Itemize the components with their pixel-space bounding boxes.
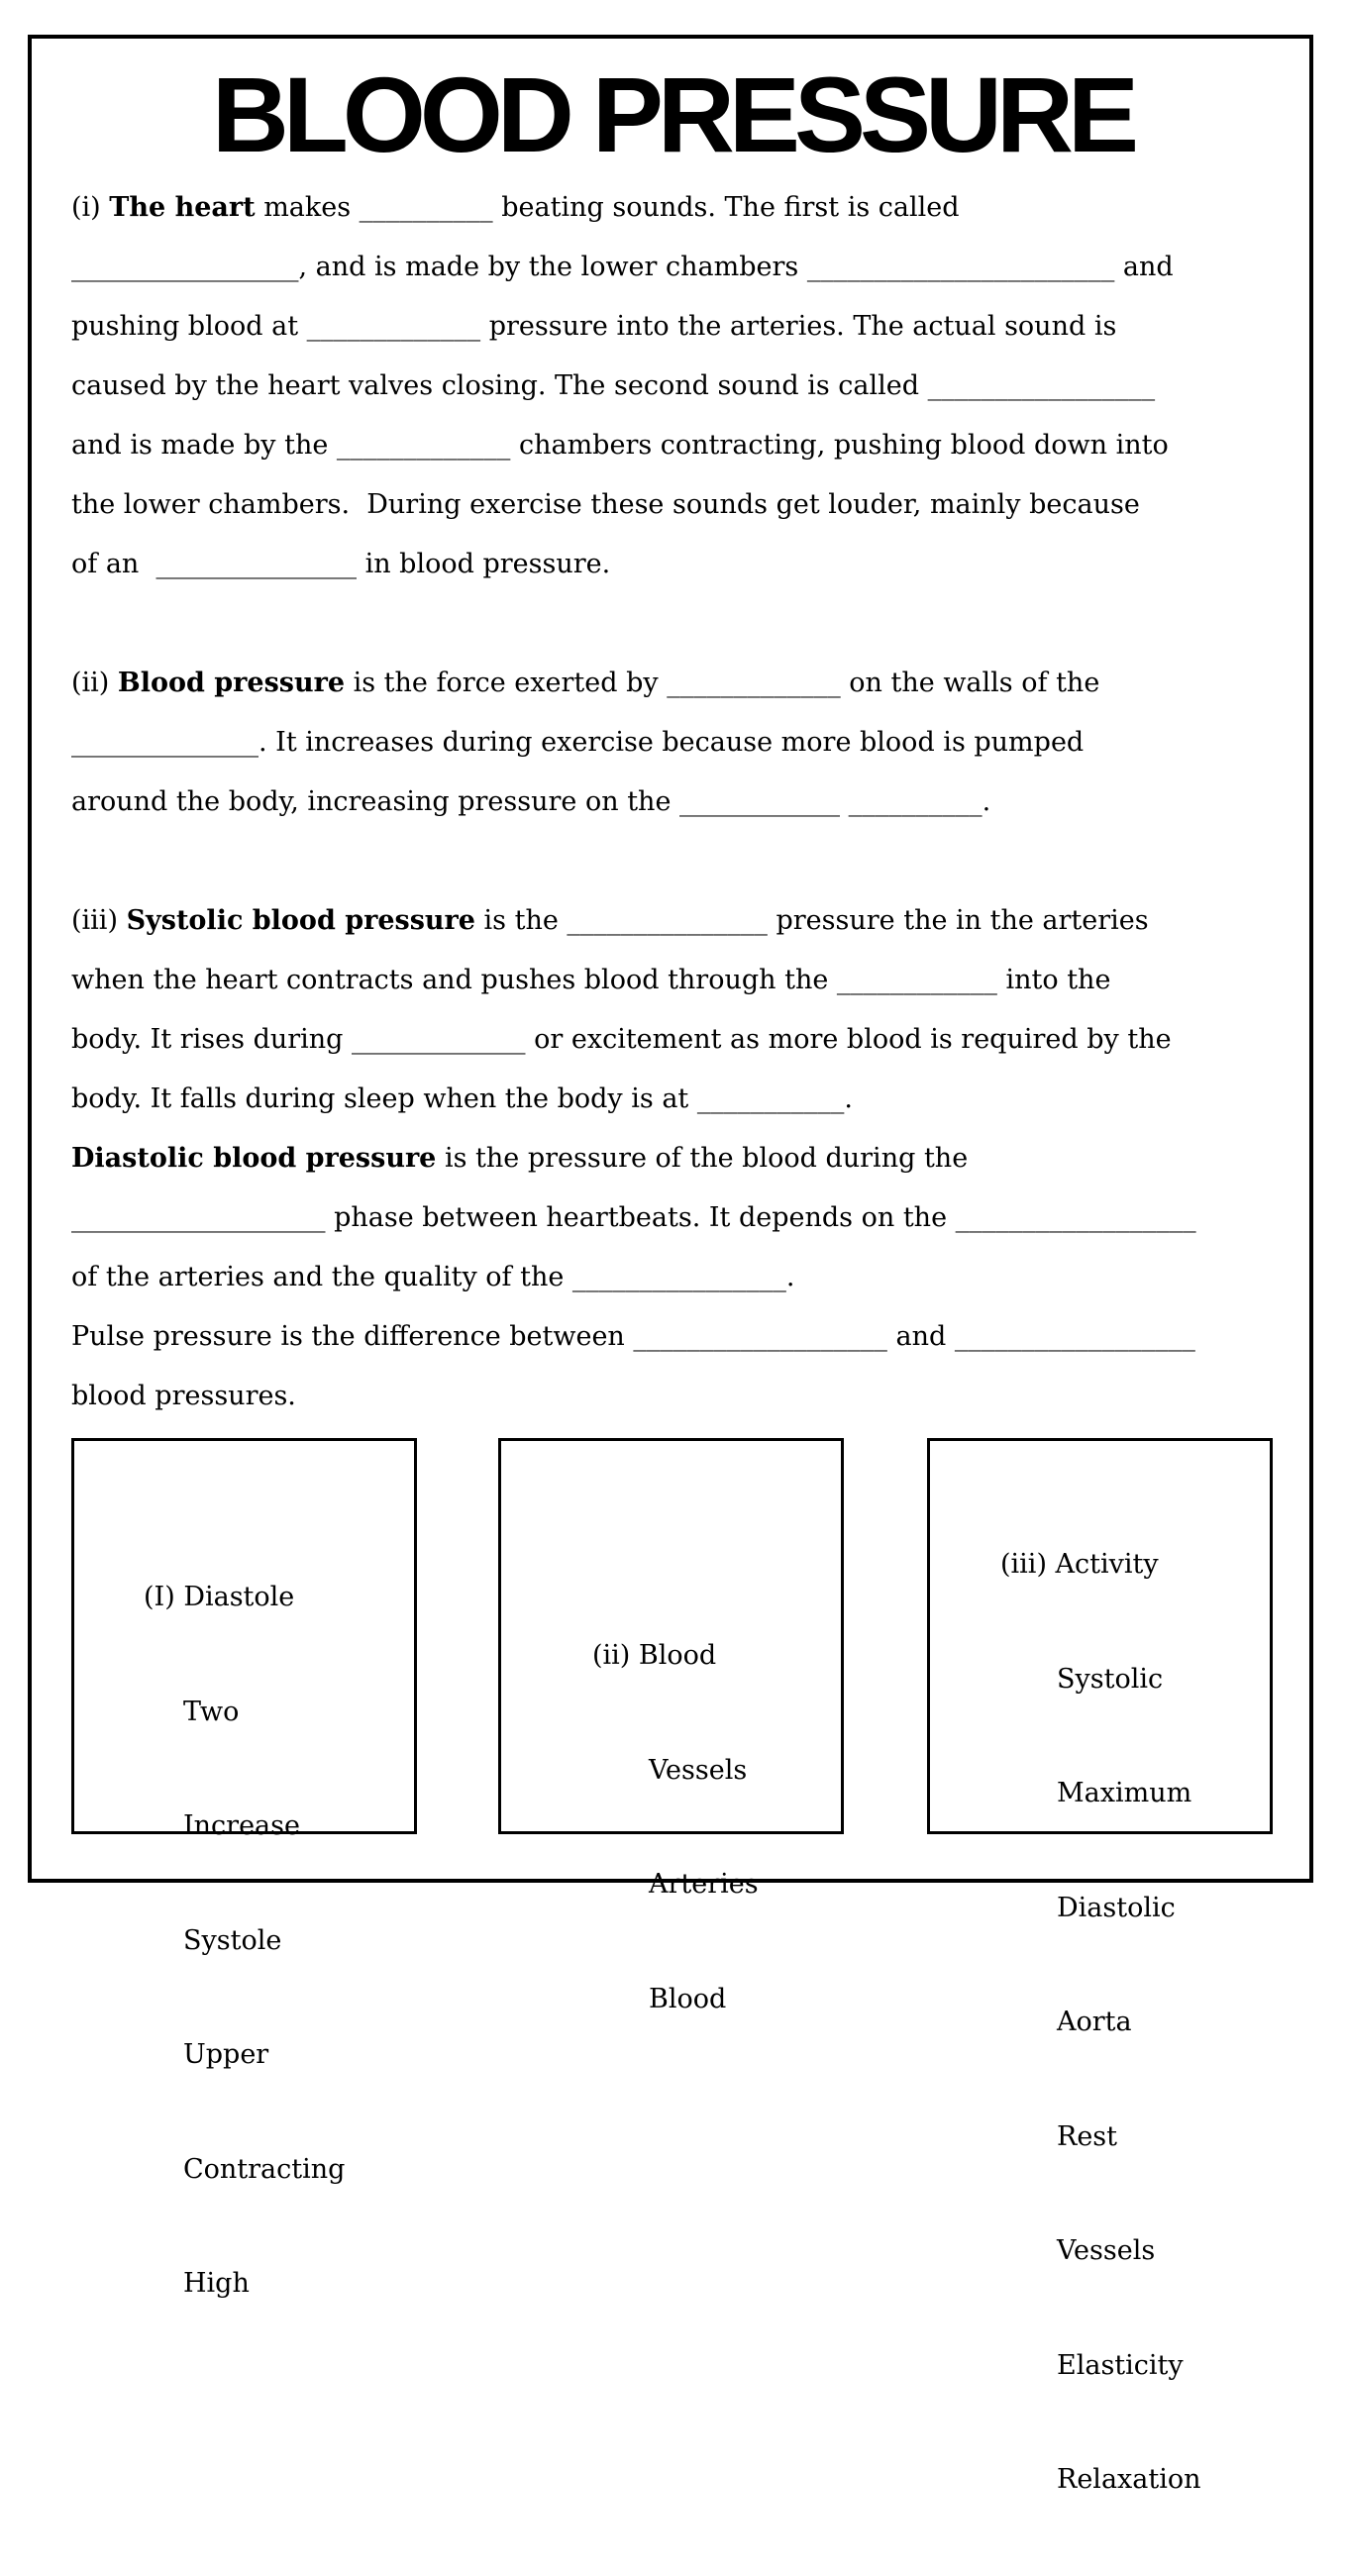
paragraph-i-line-4: caused by the heart valves closing. The second sound is called _________________ (71, 370, 1156, 401)
word-item: Diastolic (1057, 1892, 1176, 1923)
word-item: Elasticity (1057, 2349, 1184, 2381)
word-item: Rest (1057, 2120, 1118, 2152)
word-item: Aorta (1057, 2007, 1132, 2037)
paragraph-i-line-1 (71, 194, 960, 221)
paragraph-iii-line-9: blood pressures. (71, 1381, 296, 1411)
paragraph-i-line-6: the lower chambers. During exercise these sounds get louder, mainly because (71, 489, 1140, 520)
paragraph-ii-term: Blood pressure (117, 668, 346, 698)
word-item: High (183, 2268, 250, 2299)
paragraph-iii-line-2: when the heart contracts and pushes blood through the ____________ into the (71, 965, 1111, 995)
word-item: Systolic (1057, 1663, 1164, 1695)
paragraph-ii-prefix: (ii) (71, 668, 118, 698)
word-item: Increase (183, 1810, 300, 1841)
word-item: Vessels (649, 1754, 748, 1786)
paragraph-ii-text: is the force exerted by _____________ on the walls of the (345, 668, 1100, 698)
word-list-iii (1000, 1470, 1201, 2576)
paragraph-iii-line-1 (71, 907, 1149, 934)
paragraph-ii-line-2: ______________. It increases during exercise because more blood is pumped (71, 727, 1085, 758)
word-item: Maximum (1057, 1778, 1192, 1808)
word-item: Arteries (649, 1869, 759, 1900)
word-box-i-label: (I) Diastole (144, 1582, 295, 1612)
word-item: Blood (649, 1983, 727, 2014)
paragraph-i-term: The heart (109, 192, 256, 223)
word-box-i (71, 1438, 417, 2299)
word-item: Upper (183, 2039, 269, 2070)
paragraph-i-line-7: of an _______________ in blood pressure. (71, 549, 611, 579)
diastolic-term: Diastolic blood pressure (71, 1143, 437, 1174)
word-item: Relaxation (1057, 2464, 1201, 2495)
word-box-ii (498, 1438, 844, 2014)
word-list-i (144, 1502, 345, 2380)
paragraph-iii-prefix: (iii) (71, 905, 127, 936)
paragraph-i-line-5: and is made by the _____________ chambers contracting, pushing blood down into (71, 430, 1169, 461)
paragraph-i-line-3: pushing blood at _____________ pressure into the arteries. The actual sound is (71, 311, 1117, 342)
paragraph-i-line-2: _________________, and is made by the lower chambers _______________________ and (71, 252, 1174, 282)
word-box-iii-label: (iii) Activity (1000, 1549, 1159, 1580)
word-box-ii-label: (ii) Blood (592, 1640, 717, 1671)
word-box-iii (927, 1438, 1273, 2495)
paragraph-i-text: makes __________ beating sounds. The first is called (255, 192, 960, 223)
paragraph-iii-line-6: ___________________ phase between heartbeats. It depends on the __________________ (71, 1202, 1196, 1233)
paragraph-iii-line-4: body. It falls during sleep when the body is at ___________. (71, 1083, 853, 1114)
paragraph-iii-line-3: body. It rises during _____________ or excitement as more blood is required by the (71, 1024, 1172, 1055)
paragraph-ii-line-3: around the body, increasing pressure on the ____________ __________. (71, 786, 991, 817)
paragraph-iii-term: Systolic blood pressure (126, 905, 475, 936)
paragraph-ii-line-1 (71, 670, 1099, 696)
paragraph-i-prefix: (i) (71, 192, 110, 223)
diastolic-text: is the pressure of the blood during the (436, 1143, 969, 1174)
word-item: Systole (183, 1924, 282, 1956)
word-item: Contracting (183, 2153, 346, 2185)
paragraph-iii-line-5 (71, 1145, 968, 1172)
word-item: Vessels (1057, 2235, 1156, 2266)
paragraph-iii-line-7: of the arteries and the quality of the ________________. (71, 1262, 795, 1292)
word-list-ii (592, 1561, 759, 2095)
page-title: BLOOD PRESSURE (211, 54, 1134, 174)
paragraph-iii-line-8: Pulse pressure is the difference between ___________________ and __________________ (71, 1321, 1195, 1352)
paragraph-iii-text: is the _______________ pressure the in the arteries (474, 905, 1149, 936)
word-item: Two (183, 1696, 240, 1727)
